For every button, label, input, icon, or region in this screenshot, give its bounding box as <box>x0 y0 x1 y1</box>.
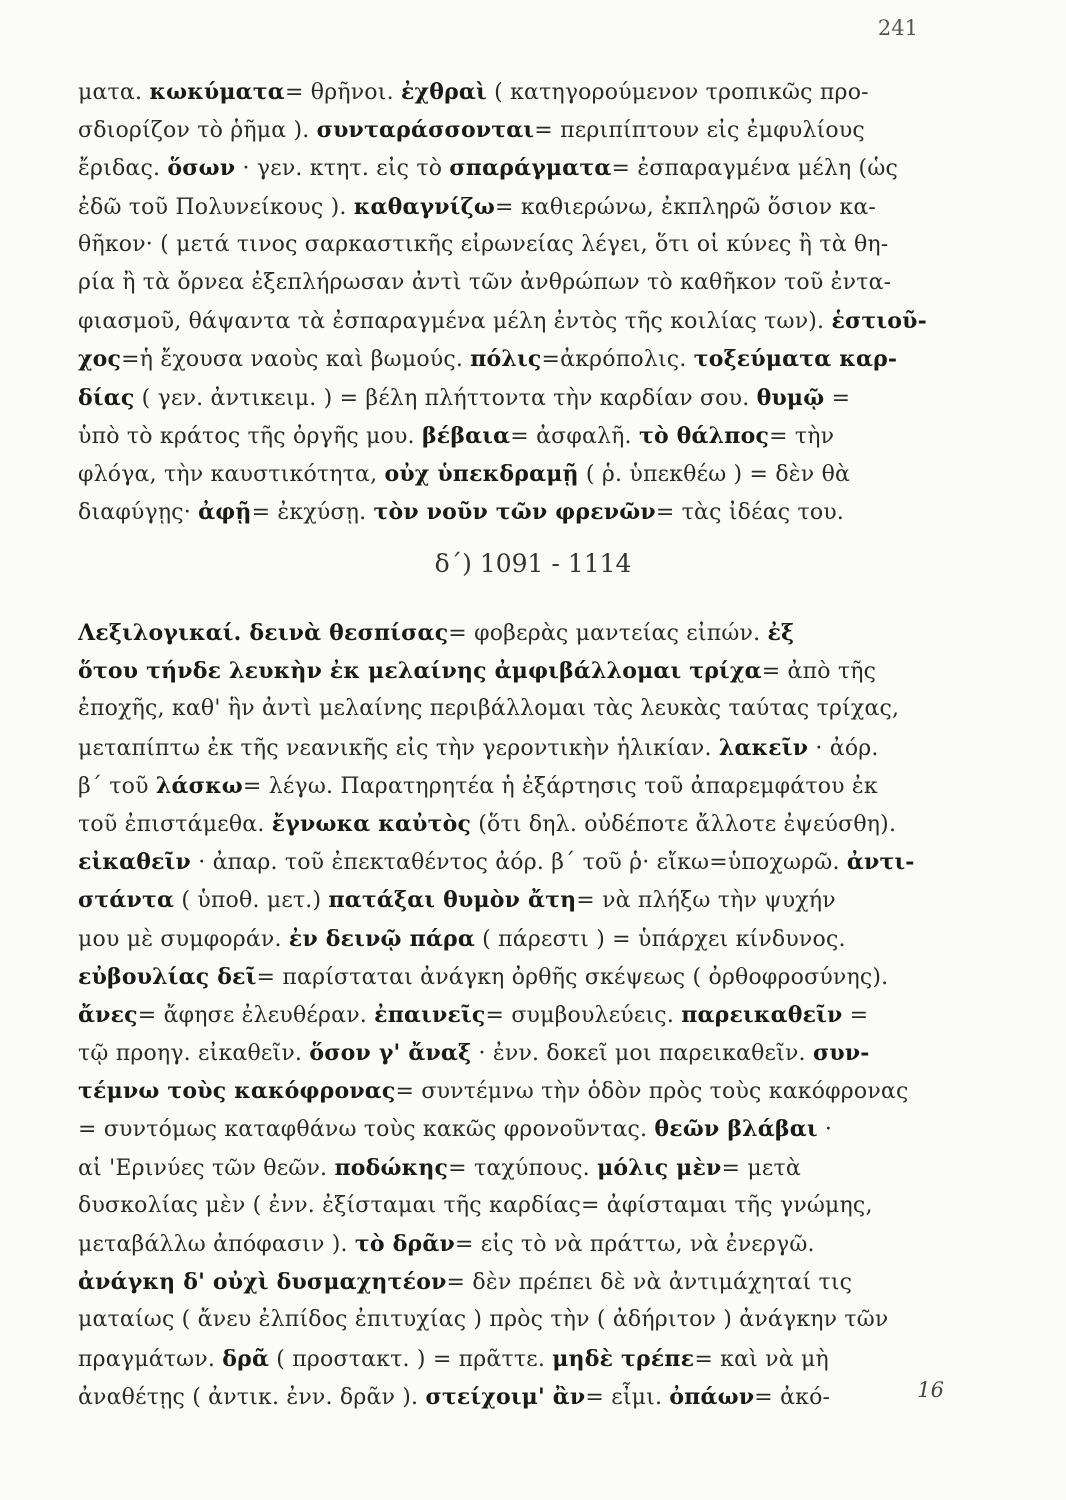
gloss-text: = περιπίπτουν εἰς ἐμφυλίους <box>534 118 865 144</box>
text-line <box>78 188 946 226</box>
gloss-text: = παρίσταται ἀνάγκη ὀρθῆς σκέψεως ( ὀρθοφροσύνης). <box>256 964 889 990</box>
lemma-term: εἰκαθεῖν <box>78 849 191 876</box>
text-line <box>78 1340 946 1378</box>
lemma-term: τοξεύματα καρ- <box>693 346 898 373</box>
gloss-text: αἱ 'Ερινύες τῶν θεῶν. <box>78 1155 335 1181</box>
gloss-text: = συντέμνω τὴν ὁδὸν πρὸς τοὺς κακόφρονας <box>395 1079 909 1105</box>
lemma-term: στείχοιμ' ἂν <box>425 1383 586 1410</box>
gloss-text: = ἐκχύσῃ. <box>251 500 374 526</box>
gloss-text: πραγμάτων. <box>78 1346 223 1372</box>
text-line <box>78 996 946 1034</box>
gloss-text: μου μὲ συμφοράν. <box>78 926 289 952</box>
text-line <box>78 805 946 843</box>
page-number: 241 <box>877 16 918 40</box>
gloss-text: ἐδῶ τοῦ Πολυνείκους ). <box>78 194 354 220</box>
gloss-text: ματαίως ( ἄνευ ἐλπίδος ἐπιτυχίας ) πρὸς τὴν ( ἀδήριτον ) ἀνάγκην τῶν <box>78 1307 889 1333</box>
gloss-text: ( κατηγορούμενον τροπικῶς προ- <box>486 80 869 105</box>
text-line <box>78 1301 946 1339</box>
text-line <box>78 920 946 958</box>
lemma-term: ποδώκης <box>334 1154 449 1181</box>
gloss-text: ( προστακτ. ) = πρᾶττε. <box>269 1346 553 1372</box>
lemma-term: εὐβουλίας δεῖ <box>78 963 257 990</box>
gloss-text: · ἐνν. δοκεῖ μοι παρεικαθεῖν. <box>471 1041 813 1067</box>
gloss-text: =ἀκρόπολις. <box>541 347 694 373</box>
gloss-text: = <box>842 1002 869 1028</box>
gloss-text: = ἀκό- <box>754 1384 831 1410</box>
gloss-text: = φοβερὰς μαντείας εἰπών. <box>448 621 768 646</box>
text-line <box>78 1149 946 1187</box>
lemma-term: καθαγνίζω <box>353 193 495 220</box>
gloss-text: = ἐσπαραγμένα μέλη (ὡς <box>611 156 898 182</box>
gloss-text: = λέγω. Παρατηρητέα ἡ ἐξάρτησις τοῦ ἀπαρεμφάτου ἐκ <box>242 773 878 799</box>
text-line <box>78 455 946 493</box>
text-line <box>78 729 946 767</box>
text-line <box>78 149 946 187</box>
gloss-text: = εἰς τὸ νὰ πράττω, νὰ ἐνεργῶ. <box>454 1232 815 1257</box>
gloss-text: · ἀόρ. <box>808 735 879 761</box>
lemma-term: στάντα <box>78 887 175 914</box>
lemma-term: μόλις μὲν <box>597 1154 722 1181</box>
gloss-text: ἐποχῆς, καθ' ἣν ἀντὶ μελαίνης περιβάλλομαι τὰς λευκὰς ταύτας τρίχας, <box>78 696 900 722</box>
lemma-term: παρεικαθεῖν <box>681 1001 843 1028</box>
text-line <box>78 1034 946 1072</box>
gloss-text: ( πάρεστι ) = ὑπάρχει κίνδυνος. <box>474 926 846 952</box>
gloss-text: ( ὑποθ. μετ.) <box>174 888 329 914</box>
lemma-term: τὸ δρᾶν <box>354 1231 455 1257</box>
lemma-term: δίας <box>78 384 135 411</box>
text-line <box>78 226 946 264</box>
gloss-text: = καὶ νὰ μὴ <box>694 1346 829 1372</box>
lemma-term: ἐν δεινῷ πάρα <box>288 925 475 952</box>
gloss-text: = μετὰ <box>721 1155 801 1181</box>
lemma-term: ὅτου τήνδε λευκὴν ἐκ μελαίνης ἀμφιβάλλομαι τρίχα <box>78 658 762 685</box>
gloss-text: ἀναθέτῃς ( ἀντικ. ἐνν. δρᾶν ). <box>78 1384 426 1410</box>
gloss-text: ἔριδας. <box>78 156 168 182</box>
gloss-text: = ταχύπους. <box>448 1155 598 1181</box>
text-line <box>78 1378 946 1416</box>
text-line <box>78 264 946 302</box>
gloss-text: = ἄφησε ἐλευθέραν. <box>137 1002 375 1028</box>
gloss-text: φιασμοῦ, θάψαντα τὰ ἐσπαραγμένα μέλη ἐντὸς τῆς κοιλίας των). <box>78 309 832 335</box>
lemma-term: λάσκω <box>155 772 243 799</box>
lemma-term: ἀνάγκη δ' οὐχὶ δυσμαχητέον <box>78 1269 447 1296</box>
signature-mark: 16 <box>917 1378 944 1402</box>
gloss-text: διαφύγῃς· <box>78 500 199 526</box>
gloss-text: = συντόμως καταφθάνω τοὺς κακῶς φρονοῦντας. <box>78 1117 655 1143</box>
lemma-term: σπαράγματα <box>449 155 612 182</box>
gloss-text: = ἀσφαλῆ. <box>510 423 639 449</box>
gloss-text: = θρῆνοι. <box>284 80 401 105</box>
text-line <box>78 881 946 919</box>
gloss-text: = <box>824 385 851 411</box>
gloss-text: = καθιερώνω, ἐκπληρῶ ὅσιον κα- <box>495 194 877 220</box>
gloss-text: σδιορίζον τὸ ῥῆμα ). <box>78 118 317 144</box>
lemma-term: λακεῖν <box>718 734 809 761</box>
text-line <box>78 302 946 340</box>
lemma-term: τὸν νοῦν τῶν φρενῶν <box>373 499 656 526</box>
gloss-text: θῆκον· ( μετά τινος σαρκαστικῆς εἰρωνείας λέγει, ὅτι οἱ κύνες ἢ τὰ θη- <box>78 231 889 257</box>
text-line <box>78 843 946 881</box>
gloss-text: β΄ τοῦ <box>78 773 156 799</box>
text-line <box>78 1072 946 1110</box>
text-line <box>78 340 946 378</box>
lemma-term: πατάξαι θυμὸν ἄτη <box>328 887 577 914</box>
gloss-text: (ὅτι δηλ. οὐδέποτε ἄλλοτε ἐψεύσθη). <box>471 811 897 837</box>
lemma-term: ἀφῇ <box>198 499 252 526</box>
gloss-text: ρία ἢ τὰ ὄρνεα ἐξεπλήρωσαν ἀντὶ τῶν ἀνθρώπων τὸ καθῆκον τοῦ ἐντα- <box>78 269 892 295</box>
lemma-term: ἔγνωκα καὐτὸς <box>271 810 472 837</box>
text-line <box>78 614 946 652</box>
gloss-text: ( γεν. ἀντικειμ. ) = βέλη πλήττοντα τὴν καρδίαν σου. <box>134 385 757 411</box>
gloss-text: · ἀπαρ. τοῦ ἐπεκταθέντος ἀόρ. β΄ τοῦ ῥ· εἴκω=ὑποχωρῶ. <box>191 850 847 876</box>
lemma-term: δεινὰ θεσπίσας <box>249 620 449 646</box>
text-line <box>78 111 946 149</box>
lemma-term: βέβαια <box>421 422 511 449</box>
lemma-term: πόλις <box>470 346 542 373</box>
lemma-term: θυμῷ <box>756 384 825 411</box>
text-line <box>78 379 946 417</box>
gloss-text: μεταπίπτω ἐκ τῆς νεανικῆς εἰς τὴν γεροντικὴν ἡλικίαν. <box>78 735 719 761</box>
gloss-text: =ἡ ἔχουσα ναοὺς καὶ βωμούς. <box>121 347 471 373</box>
lemma-term: ἀντι- <box>846 849 915 876</box>
gloss-text: τοῦ ἐπιστάμεθα. <box>78 811 272 837</box>
lemma-term: τὸ θάλπος <box>638 422 770 449</box>
lemma-term: κωκύματα <box>149 79 285 105</box>
lemma-term: δρᾶ <box>222 1345 270 1372</box>
commentary-block-2 <box>78 614 946 1416</box>
text-line <box>78 493 946 531</box>
lemma-term: ἐπαινεῖς <box>374 1001 486 1028</box>
text-line <box>78 1225 946 1263</box>
lemma-term: ἐχθραὶ <box>400 79 487 105</box>
lemma-term: ὀπάων <box>669 1383 755 1410</box>
lemma-term: οὐχ ὑπεκδραμῇ <box>384 460 579 487</box>
text-line <box>78 417 946 455</box>
lemma-term: τέμνω τοὺς κακόφρονας <box>78 1078 396 1105</box>
lemma-term: ἑστιοῦ- <box>831 308 927 335</box>
gloss-text: = δὲν πρέπει δὲ νὰ ἀντιμάχηταί τις <box>446 1270 853 1296</box>
gloss-text: = νὰ πλήξω τὴν ψυχήν <box>576 888 836 914</box>
gloss-text: δυσκολίας μὲν ( ἐνν. ἐξίσταμαι τῆς καρδίας= ἀφίσταμαι τῆς γνώμης, <box>78 1192 873 1218</box>
gloss-text: = εἶμι. <box>585 1384 670 1410</box>
gloss-text: φλόγα, τὴν καυστικότητα, <box>78 461 385 487</box>
gloss-text: μεταβάλλω ἀπόφασιν ). <box>78 1232 355 1257</box>
text-line <box>78 690 946 728</box>
gloss-text: = τὰς ἰδέας του. <box>655 500 845 526</box>
gloss-text: ὑπὸ τὸ κράτος τῆς ὀργῆς μου. <box>78 423 422 449</box>
section-heading: δ΄) 1091 - 1114 <box>434 549 632 578</box>
gloss-text: = ἀπὸ τῆς <box>761 659 877 685</box>
gloss-text: · <box>817 1117 833 1143</box>
lemma-term: ἐξ <box>767 620 795 646</box>
gloss-text: ( ῥ. ὑπεκθέω ) = δὲν θὰ <box>578 461 851 487</box>
lemma-term: Λεξιλογικαί. <box>78 620 250 646</box>
text-line <box>78 767 946 805</box>
gloss-text: · γεν. κτητ. εἰς τὸ <box>235 156 450 182</box>
lemma-term: μηδὲ τρέπε <box>552 1345 695 1372</box>
text-line <box>78 73 946 111</box>
gloss-text: ματα. <box>78 80 150 105</box>
lemma-term: ὅσον γ' ἄναξ <box>309 1040 472 1067</box>
lemma-term: συνταράσσονται <box>316 117 535 144</box>
gloss-text: = συμβουλεύεις. <box>485 1002 682 1028</box>
gloss-text: τῷ προηγ. εἰκαθεῖν. <box>78 1041 310 1067</box>
lemma-term: χος <box>78 346 122 373</box>
text-line <box>78 958 946 996</box>
lemma-term: θεῶν βλάβαι <box>654 1116 818 1143</box>
text-line <box>78 1187 946 1225</box>
commentary-block-1 <box>78 73 946 531</box>
text-line <box>78 1263 946 1301</box>
lemma-term: ἄνες <box>78 1001 138 1028</box>
text-line <box>78 1110 946 1148</box>
lemma-term: συν- <box>812 1040 870 1067</box>
lemma-term: ὅσων <box>167 155 236 182</box>
gloss-text: = τὴν <box>769 423 835 449</box>
text-line <box>78 652 946 690</box>
